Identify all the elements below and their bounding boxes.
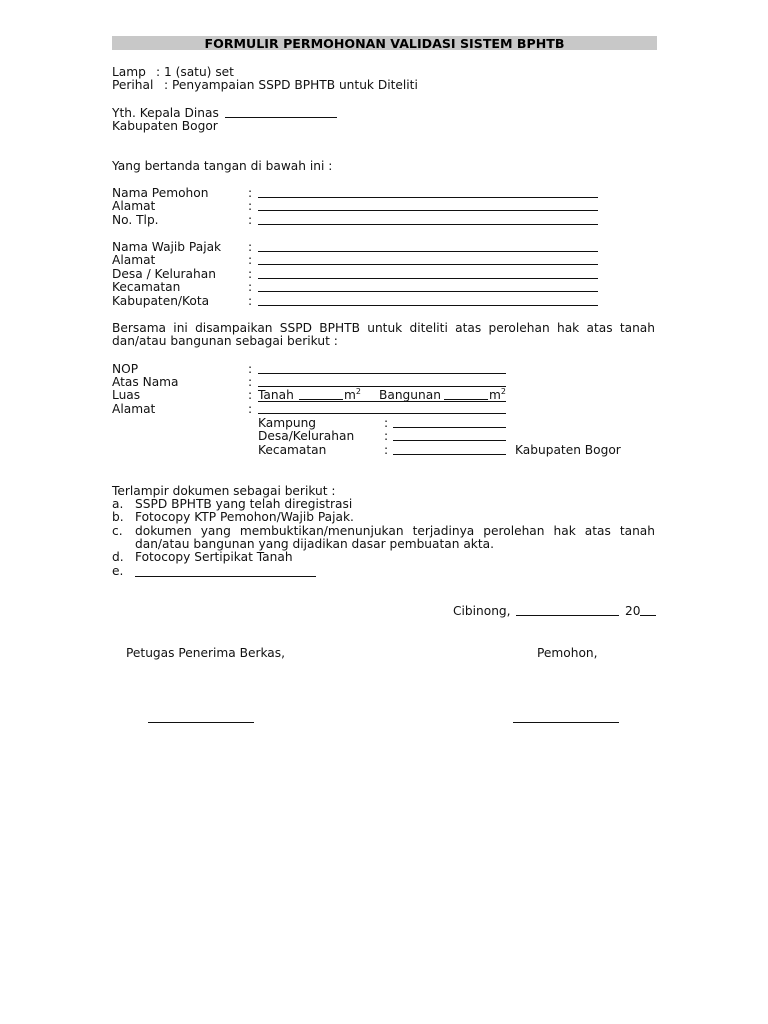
kampung-label: Kampung (258, 416, 317, 430)
attachments-heading: Terlampir dokumen sebagai berikut : (112, 484, 336, 498)
list-marker: d. (112, 550, 124, 564)
list-marker: c. (112, 524, 123, 538)
date-blank[interactable] (516, 615, 619, 616)
list-item: SSPD BPHTB yang telah diregistrasi (135, 497, 353, 511)
kabupaten-text: Kabupaten Bogor (515, 443, 621, 457)
field-colon: : (248, 267, 253, 281)
list-marker: b. (112, 510, 124, 524)
field-label: Kecamatan (112, 280, 181, 294)
field-line[interactable] (258, 224, 598, 225)
addressee-line1: Yth. Kepala Dinas (112, 106, 219, 120)
kampung-line[interactable] (393, 427, 506, 428)
addressee-blank[interactable] (225, 117, 337, 118)
paragraph-line1: Bersama ini disampaikan SSPD BPHTB untuk diteliti atas perolehan hak atas tanah (112, 321, 655, 335)
nop-line[interactable] (258, 373, 506, 374)
signature-right-label: Pemohon, (537, 646, 598, 660)
field-label: Desa / Kelurahan (112, 267, 216, 281)
field-colon: : (248, 213, 253, 227)
year-prefix: 20 (625, 604, 641, 618)
list-item-blank[interactable] (135, 576, 316, 577)
nop-label: NOP (112, 362, 139, 376)
field-label: Alamat (112, 253, 156, 267)
field-colon: : (248, 253, 253, 267)
field-colon: : (384, 416, 389, 430)
field-colon: : (248, 199, 253, 213)
field-line[interactable] (258, 291, 598, 292)
property-alamat-label: Alamat (112, 402, 156, 416)
field-line[interactable] (258, 305, 598, 306)
list-marker: e. (112, 564, 124, 578)
tanah-line[interactable] (299, 399, 343, 400)
kecamatan-line[interactable] (393, 454, 506, 455)
field-colon: : (248, 402, 253, 416)
field-colon: : (248, 186, 253, 200)
bangunan-line[interactable] (444, 399, 488, 400)
perihal-label: Perihal (112, 78, 154, 92)
field-colon: : (248, 388, 253, 402)
atas-nama-label: Atas Nama (112, 375, 179, 389)
list-marker: a. (112, 497, 124, 511)
perihal-value: : Penyampaian SSPD BPHTB untuk Diteliti (164, 78, 418, 92)
field-line[interactable] (258, 210, 598, 211)
field-colon: : (384, 429, 389, 443)
desa-line[interactable] (393, 440, 506, 441)
list-item: dokumen yang membuktikan/menunjukan terjadinya perolehan hak atas tanah (135, 524, 655, 538)
form-title: FORMULIR PERMOHONAN VALIDASI SISTEM BPHTB (112, 36, 657, 50)
paragraph-line2: dan/atau bangunan sebagai berikut : (112, 334, 338, 348)
field-colon: : (248, 240, 253, 254)
field-label: Nama Wajib Pajak (112, 240, 222, 254)
luas-label: Luas (112, 388, 141, 402)
field-colon: : (248, 375, 253, 389)
signature-right-line[interactable] (513, 722, 619, 723)
intro-text: Yang bertanda tangan di bawah ini : (112, 159, 333, 173)
property-alamat-line[interactable] (258, 413, 506, 414)
field-line[interactable] (258, 251, 598, 252)
field-line[interactable] (258, 197, 598, 198)
field-line[interactable] (258, 264, 598, 265)
addressee-line2: Kabupaten Bogor (112, 119, 218, 133)
list-item: Fotocopy KTP Pemohon/Wajib Pajak. (135, 510, 354, 524)
lamp-label: Lamp (112, 65, 146, 79)
field-colon: : (248, 280, 253, 294)
kecamatan-label: Kecamatan (258, 443, 327, 457)
signature-left-line[interactable] (148, 722, 254, 723)
list-item-continuation: dan/atau bangunan yang dijadikan dasar pembuatan akta. (135, 537, 494, 551)
field-colon: : (248, 294, 253, 308)
list-item: Fotocopy Sertipikat Tanah (135, 550, 293, 564)
field-label: Kabupaten/Kota (112, 294, 210, 308)
luas-underline (258, 401, 506, 402)
field-label: Alamat (112, 199, 156, 213)
atas-nama-line[interactable] (258, 386, 506, 387)
tanah-label: Tanah (258, 388, 294, 402)
field-label: Nama Pemohon (112, 186, 209, 200)
bangunan-unit: $m^2$ (489, 386, 506, 402)
field-label: No. Tlp. (112, 213, 159, 227)
bangunan-label: Bangunan (379, 388, 441, 402)
field-colon: : (384, 443, 389, 457)
lamp-value: : 1 (satu) set (156, 65, 234, 79)
field-colon: : (248, 362, 253, 376)
place-text: Cibinong, (453, 604, 511, 618)
desa-label: Desa/Kelurahan (258, 429, 355, 443)
tanah-unit: $m^2$ (344, 386, 361, 402)
year-blank[interactable] (640, 615, 656, 616)
field-line[interactable] (258, 278, 598, 279)
signature-left-label: Petugas Penerima Berkas, (126, 646, 285, 660)
